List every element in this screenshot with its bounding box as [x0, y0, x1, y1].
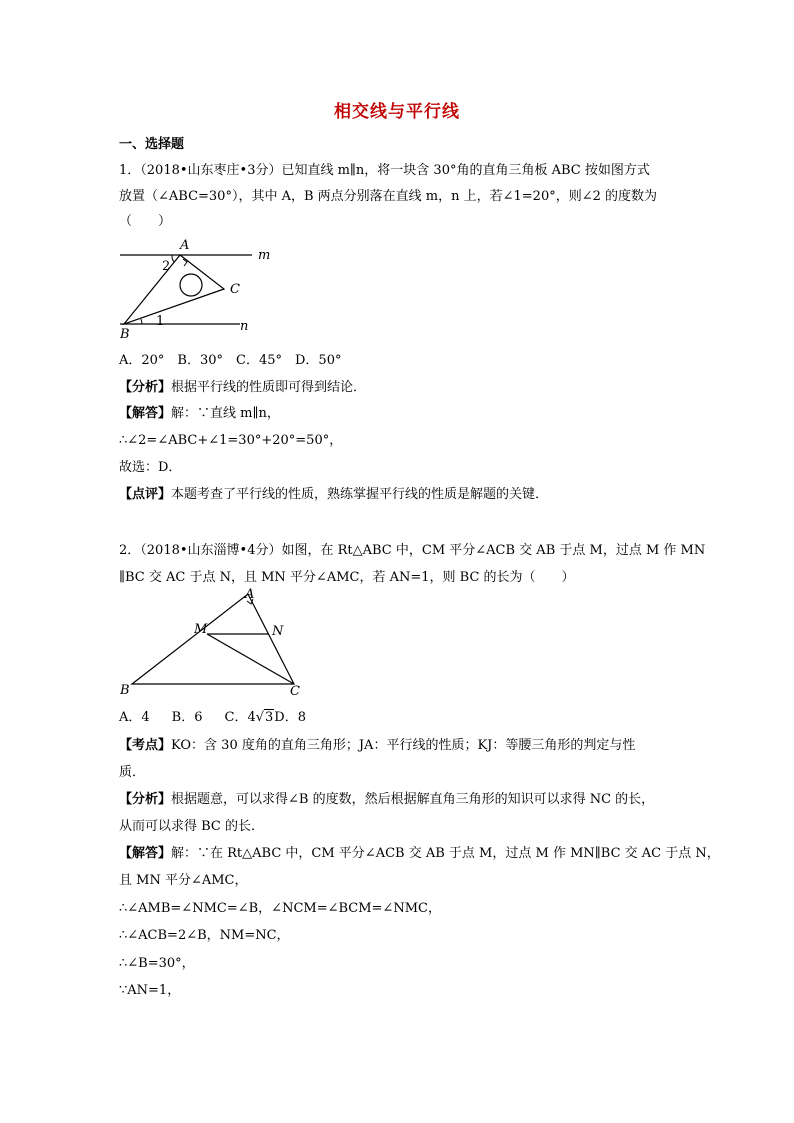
q1-analysis-text: 根据平行线的性质即可得到结论．: [171, 380, 367, 395]
q1-analysis-tag: 【分析】: [119, 380, 172, 395]
q2-analysis-tag: 【分析】: [119, 792, 172, 807]
q1-triangle-hole: [180, 274, 202, 296]
q1-label-1: 1: [156, 314, 165, 329]
q2-figure: [112, 588, 312, 700]
q2-option-d: D．8: [274, 710, 306, 725]
section-heading: 一、选择题: [119, 137, 185, 152]
q1-stem-line-3: （ ）: [119, 214, 172, 229]
q2-label-b: B: [120, 683, 130, 698]
q2-analysis-line-1: 根据题意，可以求得∠B 的度数，然后根据解直角三角形的知识可以求得 NC 的长，: [171, 792, 655, 807]
q2-answer-line-6: ∵AN=1，: [119, 983, 181, 998]
q1-comment-text: 本题考查了平行线的性质，熟练掌握平行线的性质是解题的关键．: [171, 487, 549, 502]
q2-answer-line-3: ∴∠AMB=∠NMC=∠B，∠NCM=∠BCM=∠NMC，: [119, 901, 441, 916]
q1-answer-line-1: 解：∵直线 m∥n，: [171, 406, 280, 421]
q1-answer-line-3: 故选：D．: [119, 460, 182, 475]
q2-answer: [119, 846, 720, 862]
q2-label-c: C: [290, 684, 300, 699]
q1-answer-tag: 【解答】: [119, 406, 172, 421]
document-title: 相交线与平行线: [334, 102, 460, 122]
q1-label-c: C: [230, 282, 240, 297]
q2-point: [119, 738, 635, 754]
q1-answer-line-2: ∴∠2=∠ABC+∠1=30°+20°=50°，: [119, 433, 343, 448]
q1-label-n: n: [240, 319, 249, 334]
q2-label-m: M: [194, 622, 208, 637]
q2-answer-tag: 【解答】: [119, 846, 172, 861]
q2-option-b: B．6: [171, 710, 203, 725]
q2-point-tag: 【考点】: [119, 738, 172, 753]
q2-sqrt-symbol: √3: [255, 710, 274, 725]
q2-point-line-2: 质．: [119, 765, 146, 780]
q2-option-c-prefix: C．4: [224, 710, 256, 725]
q2-label-a: A: [245, 588, 255, 602]
q1-angle2-arc: [172, 255, 174, 262]
q1-triangle: [124, 255, 224, 324]
q1-label-b: B: [120, 327, 130, 342]
q2-option-c-radicand: 3: [265, 710, 274, 725]
q1-comment-tag: 【点评】: [119, 487, 172, 502]
q2-label-n: N: [272, 624, 284, 639]
q2-option-a: A．4: [119, 710, 150, 725]
q1-angle1-arc: [141, 319, 142, 324]
q1-label-a: A: [180, 238, 190, 253]
q2-analysis: [119, 792, 654, 808]
q1-answer: [119, 406, 280, 422]
q2-analysis-line-2: 从而可以求得 BC 的长．: [119, 819, 265, 834]
q1-comment: [119, 487, 548, 503]
q2-answer-line-2: 且 MN 平分∠AMC，: [119, 873, 248, 888]
q2-stem-line-1: 2．（2018•山东淄博•4分）如图，在 Rt△ABC 中，CM 平分∠ACB 交 AB 于点 M，过点 M 作 MN: [119, 543, 706, 558]
q2-stem-line-2: ∥BC 交 AC 于点 N，且 MN 平分∠AMC，若 AN=1，则 BC 的长为（ ）: [119, 570, 575, 585]
q1-stem-line-2: 放置（∠ABC=30°），其中 A，B 两点分别落在直线 m，n 上，若∠1=20°，则∠2 的度数为: [119, 189, 658, 204]
q1-stem-line-1: 1．（2018•山东枣庄•3分）已知直线 m∥n，将一块含 30°角的直角三角板 ABC 按如图方式: [119, 163, 650, 178]
q2-answer-line-1: 解：∵在 Rt△ABC 中，CM 平分∠ACB 交 AB 于点 M，过点 M 作 MN∥BC 交 AC 于点 N，: [171, 846, 720, 861]
q1-analysis: [119, 380, 366, 396]
q2-answer-line-4: ∴∠ACB=2∠B，NM=NC，: [119, 928, 290, 943]
q1-label-m: m: [258, 248, 271, 263]
q2-options: [119, 710, 306, 726]
q2-option-c: [225, 710, 275, 725]
q1-figure: [112, 237, 282, 342]
q2-answer-line-5: ∴∠B=30°，: [119, 956, 195, 971]
q2-point-line-1: KO：含 30 度角的直角三角形；JA：平行线的性质；KJ：等腰三角形的判定与性: [171, 738, 636, 753]
q1-options: A．20° B．30° C．45° D．50°: [119, 353, 342, 368]
q1-label-2: 2: [162, 259, 171, 274]
